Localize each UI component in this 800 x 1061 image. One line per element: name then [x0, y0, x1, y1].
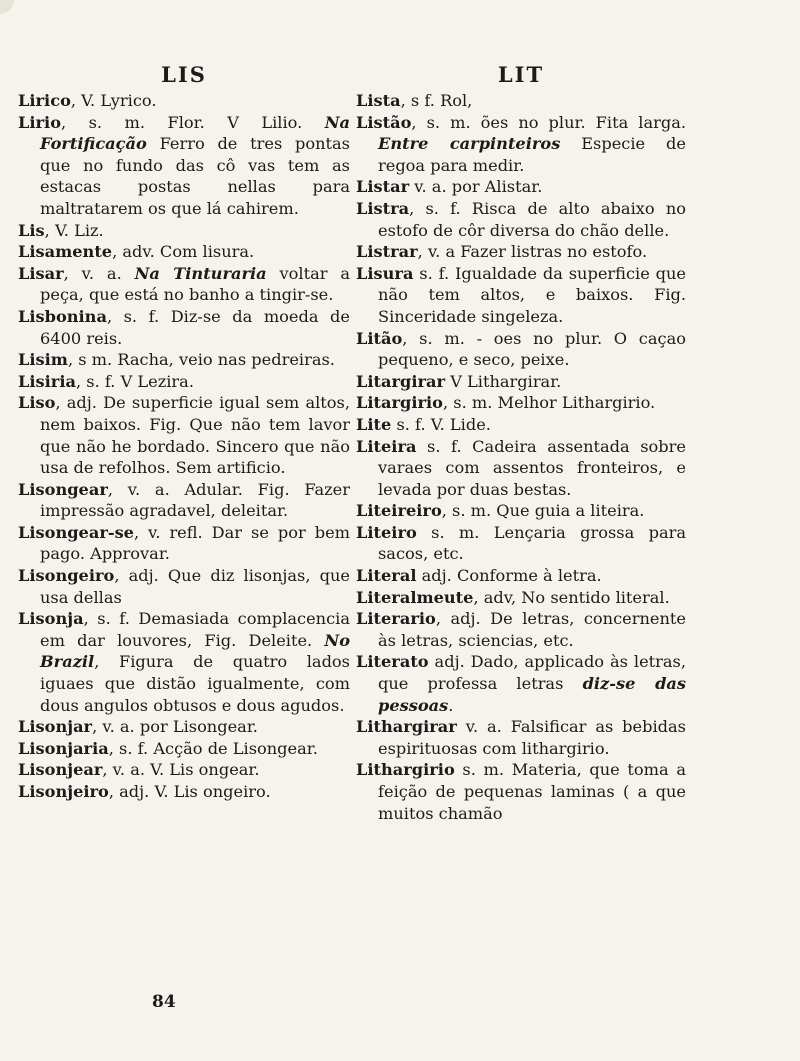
- entry-headword: Lithargirar: [356, 717, 457, 737]
- dictionary-entry: [18, 306, 350, 349]
- entry-text: , adv, No sentido literal.: [473, 587, 670, 607]
- entry-headword: Listão: [356, 112, 412, 132]
- entry-headword: Lisonjear: [18, 760, 103, 780]
- entry-headword: Lista: [356, 91, 401, 110]
- entry-text: V Lithargirar.: [445, 371, 562, 391]
- entry-text: .: [448, 695, 454, 715]
- entry-headword: Lithargirio: [356, 760, 455, 780]
- entry-text: , s. f. Demasiada complacencia em dar louvores, Fig. Deleite.: [40, 609, 350, 650]
- dictionary-entry: [18, 608, 350, 716]
- entry-text: , adj. V. Lis ongeiro.: [108, 782, 271, 801]
- dictionary-entry: [356, 176, 686, 198]
- entry-headword: Listra: [356, 198, 410, 218]
- dictionary-entry: [18, 392, 350, 478]
- entry-headword: Literalmeute: [356, 587, 474, 607]
- entry-text: , s. m. ões no plur. Fita larga.: [411, 112, 686, 132]
- entry-italic: Na Tinturaria: [134, 263, 267, 283]
- entry-text: v. a. por Alistar.: [409, 177, 543, 197]
- entry-text: , v. a. V. Lis ongear.: [102, 760, 260, 780]
- entry-italic: Na Fortificação: [40, 112, 350, 154]
- right-entries: [356, 90, 686, 824]
- dictionary-entry: [356, 241, 686, 263]
- dictionary-entry: [356, 371, 686, 393]
- dictionary-entry: [356, 198, 686, 241]
- page-number: 84: [152, 992, 176, 1012]
- entry-headword: Lisonjar: [18, 717, 93, 737]
- dictionary-entry: [18, 349, 350, 371]
- entry-headword: Lisongear-se: [18, 522, 134, 542]
- dictionary-entry: [18, 738, 350, 760]
- entry-text: , v. refl. Dar se por bem pago. Approvar.: [40, 522, 350, 564]
- entry-text: , s. m. Que guia a liteira.: [441, 501, 645, 521]
- entry-text: s. m. Lençaria grossa para sacos, etc.: [378, 522, 686, 564]
- left-column: [18, 62, 350, 803]
- entry-text: , s. f. Acção de Lisongear.: [108, 738, 318, 758]
- left-column-header: LIS: [161, 62, 207, 87]
- entry-text: s. f. Cadeira assentada sobre varaes com assentos fronteiros, e levada por duas bestas.: [378, 436, 686, 499]
- right-column-header: LIT: [497, 62, 545, 87]
- entry-headword: Lisonjaria: [18, 738, 109, 758]
- entry-text: , V. Liz.: [44, 220, 104, 240]
- entry-text: , s. m. Melhor Lithargirio.: [442, 393, 656, 413]
- entry-headword: Lisonja: [18, 609, 84, 629]
- entry-text: s. f. Igualdade da superficie que não tem altos, e baixos. Fig. Sinceridade singeleza.: [378, 263, 686, 326]
- right-column: [356, 62, 686, 824]
- entry-headword: Liteiro: [356, 522, 417, 542]
- entry-italic: diz-se das pessoas: [378, 674, 686, 715]
- torn-corner: [0, 0, 14, 14]
- dictionary-entry: [356, 328, 686, 371]
- entry-headword: Lisura: [356, 263, 414, 283]
- entry-text: s. f. V. Lide.: [391, 414, 491, 434]
- dictionary-entry: [18, 716, 350, 738]
- entry-text: v. a. Falsificar as bebidas espirituosas com lithargirio.: [378, 717, 686, 758]
- entry-text: adj. Dado, applicado às letras, que professa letras: [378, 652, 686, 694]
- entry-headword: Litargirio: [356, 393, 443, 413]
- entry-text: , adj. Que diz lisonjas, que usa dellas: [40, 566, 350, 607]
- entry-headword: Lisar: [18, 263, 64, 283]
- dictionary-entry: [18, 479, 350, 522]
- entry-headword: Literato: [356, 652, 429, 672]
- entry-headword: Literal: [356, 566, 417, 586]
- entry-headword: Lisonjeiro: [18, 782, 109, 801]
- dictionary-entry: [18, 522, 350, 565]
- entry-headword: Listrar: [356, 242, 418, 262]
- entry-text: , adj. De superficie igual sem altos, nem baixos. Fig. Que não tem lavor que não he bordado. Sincero que não usa de refolhos. Sem artificio.: [40, 393, 350, 478]
- dictionary-entry: [18, 759, 350, 781]
- entry-text: , V. Lyrico.: [70, 91, 157, 110]
- entry-text: adj. Conforme à letra.: [416, 566, 602, 586]
- entry-headword: Lisongeiro: [18, 566, 115, 586]
- dictionary-entry: [18, 371, 350, 393]
- dictionary-entry: [356, 414, 686, 436]
- entry-text: , s. f. Diz-se da moeda de 6400 reis.: [40, 306, 350, 348]
- entry-text: , s f. Rol,: [400, 91, 473, 110]
- left-entries: [18, 90, 350, 803]
- dictionary-entry: [18, 263, 350, 306]
- entry-text: voltar a peça, que está no banho a tingir-se.: [40, 263, 350, 305]
- entry-text: , v. a. Adular. Fig. Fazer impressão agradavel, deleitar.: [40, 479, 350, 521]
- dictionary-entry: [356, 759, 686, 824]
- dictionary-entry: [18, 241, 350, 263]
- dictionary-entry: [356, 263, 686, 328]
- dictionary-entry: [18, 781, 350, 803]
- dictionary-entry: [18, 565, 350, 608]
- entry-headword: Liteireiro: [356, 501, 442, 521]
- entry-headword: Lisim: [18, 350, 68, 370]
- dictionary-entry: [18, 220, 350, 242]
- entry-headword: Liteira: [356, 436, 417, 456]
- entry-text: , s. m. - oes no plur. O caçao pequeno, e seco, peixe.: [378, 328, 686, 370]
- dictionary-entry: [356, 500, 686, 522]
- dictionary-entry: [356, 651, 686, 716]
- dictionary-entry: [356, 587, 686, 609]
- entry-headword: Lis: [18, 220, 45, 240]
- entry-headword: Lisamente: [18, 242, 113, 262]
- entry-text: , s m. Racha, veio nas pedreiras.: [67, 350, 335, 370]
- entry-headword: Lite: [356, 414, 392, 434]
- dictionary-entry: [356, 90, 686, 112]
- entry-text: , v. a.: [63, 263, 135, 283]
- entry-headword: Lisiria: [18, 371, 76, 391]
- entry-text: , s. f. Risca de alto abaixo no estofo de côr diversa do chão delle.: [378, 198, 686, 240]
- dictionary-entry: [18, 112, 350, 220]
- dictionary-entry: [356, 112, 686, 177]
- entry-headword: Litargirar: [356, 371, 446, 391]
- entry-headword: Lirio: [18, 112, 62, 132]
- entry-headword: Litão: [356, 328, 403, 348]
- entry-text: , adj. De letras, concernente às letras, sciencias, etc.: [378, 609, 686, 650]
- entry-text: Ferro de tres pontas que no fundo das cô vas tem as estacas postas nellas para maltratarem os que lá cahirem.: [40, 134, 350, 218]
- dictionary-entry: [356, 522, 686, 565]
- entry-headword: Literario: [356, 609, 436, 629]
- entry-headword: Lisbonina: [18, 306, 107, 326]
- dictionary-entry: [356, 565, 686, 587]
- entry-headword: Liso: [18, 393, 56, 413]
- dictionary-entry: [18, 90, 350, 112]
- entry-text: , s. m. Flor. V Lilio.: [61, 112, 325, 132]
- entry-headword: Lisongear: [18, 479, 108, 499]
- entry-text: , Figura de quatro lados iguaes que distão igualmente, com dous angulos obtusos e dous agudos.: [40, 652, 350, 715]
- entry-headword: Lirico: [18, 91, 71, 110]
- dictionary-entry: [356, 716, 686, 759]
- entry-text: Especie de regoa para medir.: [378, 134, 686, 175]
- dictionary-entry: [356, 436, 686, 501]
- entry-text: s. m. Materia, que toma a feição de pequenas laminas ( a que muitos chamão: [378, 760, 686, 823]
- entry-text: , s. f. V Lezira.: [75, 371, 194, 391]
- dictionary-entry: [356, 608, 686, 651]
- entry-text: , v. a Fazer listras no estofo.: [417, 242, 648, 262]
- entry-italic: Entre carpinteiros: [378, 134, 561, 154]
- entry-headword: Listar: [356, 177, 410, 197]
- entry-text: , adv. Com lisura.: [112, 242, 255, 262]
- entry-italic: No Brazil: [40, 630, 350, 672]
- entry-text: , v. a. por Lisongear.: [92, 717, 258, 737]
- dictionary-entry: [356, 392, 686, 414]
